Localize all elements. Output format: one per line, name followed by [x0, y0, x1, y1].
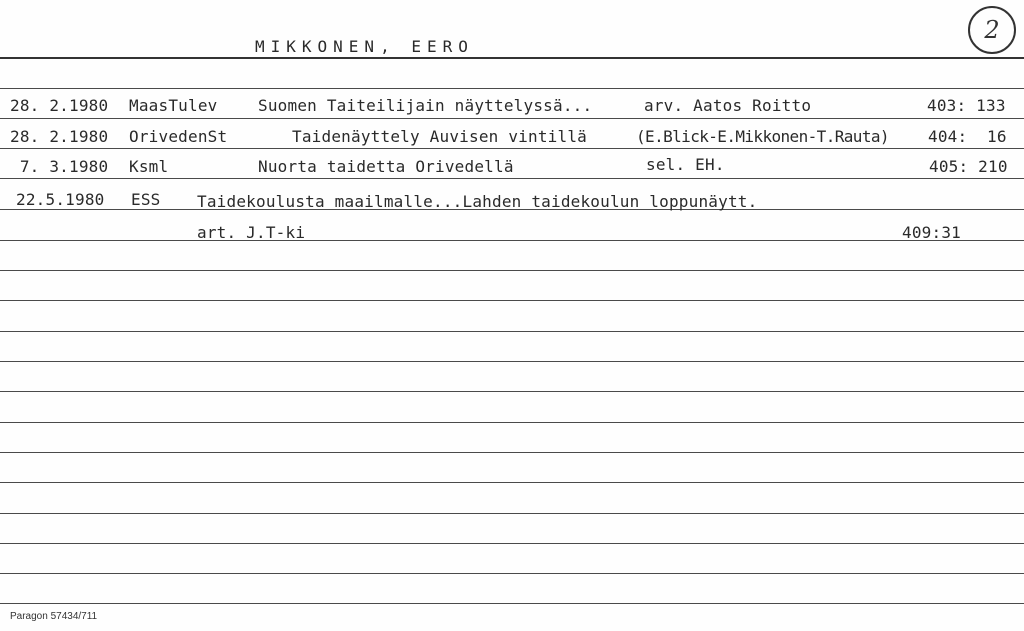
- entry-date: 7. 3.1980: [10, 157, 109, 176]
- ruled-line: [0, 452, 1024, 453]
- ruled-line: [0, 118, 1024, 119]
- ruled-line: [0, 300, 1024, 301]
- entry-ref: 405: 210: [929, 157, 1008, 176]
- ruled-line: [0, 482, 1024, 483]
- ruled-line: [0, 603, 1024, 604]
- ruled-line: [0, 573, 1024, 574]
- entry-date: 28. 2.1980: [10, 96, 109, 115]
- card-number-badge: [968, 6, 1016, 54]
- entry-date: 28. 2.1980: [10, 127, 109, 146]
- ruled-line: [0, 543, 1024, 544]
- ruled-line: [0, 148, 1024, 149]
- card-name: MIKKONEN, EERO: [255, 37, 474, 56]
- entry-note: arv. Aatos Roitto: [644, 96, 812, 115]
- ruled-line: [0, 422, 1024, 423]
- ruled-line: [0, 178, 1024, 179]
- entry-title: Nuorta taidetta Orivedellä: [258, 157, 514, 176]
- entry-source: OrivedenSt: [129, 127, 228, 146]
- entry-note: art. J.T-ki: [197, 223, 306, 242]
- entry-note: (E.Blick-E.Mikkonen-T.Rauta): [636, 127, 889, 146]
- ruled-line: [0, 270, 1024, 271]
- entry-source: ESS: [131, 190, 161, 209]
- entry-ref: 409:31: [902, 223, 961, 242]
- entry-ref: 403: 133: [927, 96, 1006, 115]
- entry-title: Taidekoulusta maailmalle...Lahden taidekoulun loppunäytt.: [197, 192, 758, 211]
- ruled-line: [0, 513, 1024, 514]
- ruled-line: [0, 88, 1024, 89]
- entry-source: Ksml: [129, 157, 169, 176]
- ruled-line: [0, 331, 1024, 332]
- entry-note: sel. EH.: [646, 155, 725, 174]
- entry-date: 22.5.1980: [16, 190, 105, 209]
- ruled-line: [0, 240, 1024, 241]
- ruled-line: [0, 361, 1024, 362]
- card-number: 2: [984, 16, 1000, 44]
- entry-title: Suomen Taiteilijain näyttelyssä...: [258, 96, 593, 115]
- entry-title: Taidenäyttely Auvisen vintillä: [292, 127, 587, 146]
- entry-source: MaasTulev: [129, 96, 218, 115]
- header-rule: [0, 57, 1024, 59]
- card-footer: Paragon 57434/711: [10, 611, 98, 622]
- entry-ref: 404: 16: [928, 127, 1007, 146]
- ruled-line: [0, 391, 1024, 392]
